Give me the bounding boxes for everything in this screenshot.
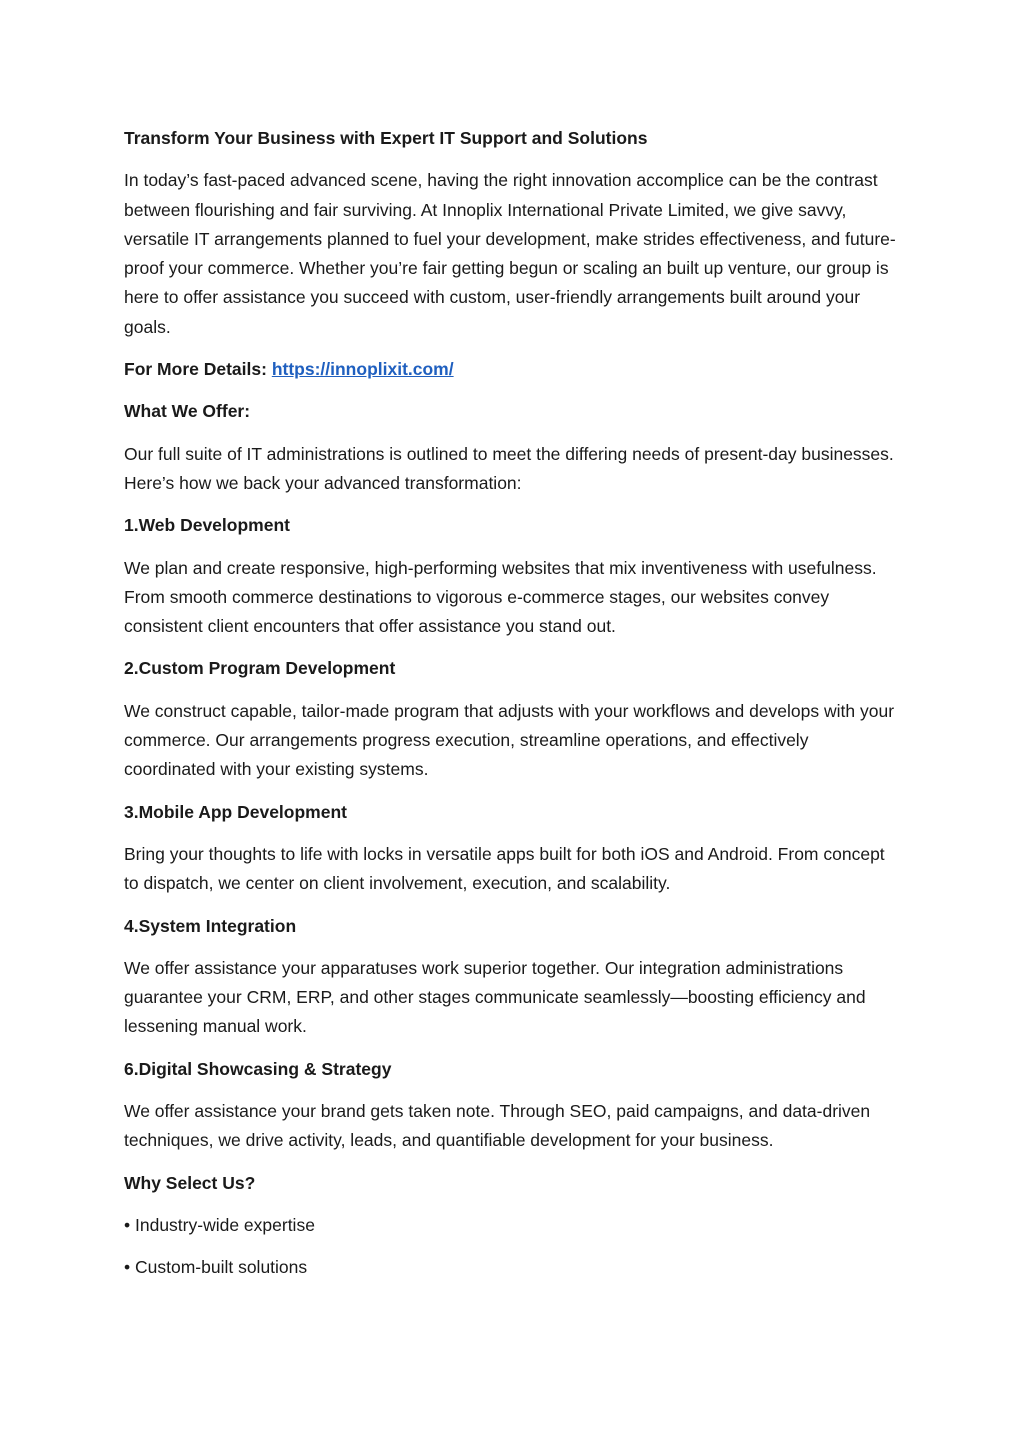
section-heading: 3.Mobile App Development [124,801,347,822]
bullet-item: • Industry-wide expertise [124,1214,315,1235]
document-title: Transform Your Business with Expert IT Support and Solutions [124,128,648,148]
section-heading: 2.Custom Program Development [124,658,396,679]
offer-heading: What We Offer: [124,401,251,422]
offer-intro-paragraph: Our full suite of IT administrations is outlined to meet the differing needs of present-day businesses. Here’s how we back your advanced transformation: [124,443,894,493]
section-body: We offer assistance your apparatuses work superior together. Our integration administrations guarantee your CRM, ERP, and other stages communicate seamlessly—boosting efficiency and lessening manual work. [124,957,866,1037]
bullet-item: • Custom-built solutions [124,1257,308,1278]
more-details-line [124,355,904,384]
website-link[interactable]: https://innoplixit.com/ [271,359,454,380]
section-heading: 4.System Integration [124,915,297,936]
section-body: We offer assistance your brand gets taken note. Through SEO, paid campaigns, and data-driven techniques, we drive activity, leads, and quantifiable development for your business. [124,1101,871,1151]
intro-paragraph: In today’s fast-paced advanced scene, having the right innovation accomplice can be the contrast between flourishing and fair surviving. At Innoplix International Private Limited, we give savvy, versatile IT arrangements planned to fuel your development, make strides effectiveness, and future-proof your commerce. Whether you’re fair getting begun or scaling an built up venture, our group is here to offer assistance you succeed with custom, user-friendly arrangements built around your goals. [124,170,896,337]
document-page [124,124,904,1296]
section-body: We construct capable, tailor-made program that adjusts with your workflows and develops with your commerce. Our arrangements progress execution, streamline operations, and effectively coordinated with your existing systems. [124,700,895,780]
section-body: Bring your thoughts to life with locks in versatile apps built for both iOS and Android. From concept to dispatch, we center on client involvement, execution, and scalability. [124,843,885,894]
more-details-label: For More Details: [124,359,272,380]
section-heading: 6.Digital Showcasing & Strategy [124,1058,392,1079]
why-heading: Why Select Us? [124,1172,256,1193]
section-heading: 1.Web Development [124,515,290,536]
section-body: We plan and create responsive, high-performing websites that mix inventiveness with usefulness. From smooth commerce destinations to vigorous e-commerce stages, our websites convey consistent client encounters that offer assistance you stand out. [124,557,877,637]
